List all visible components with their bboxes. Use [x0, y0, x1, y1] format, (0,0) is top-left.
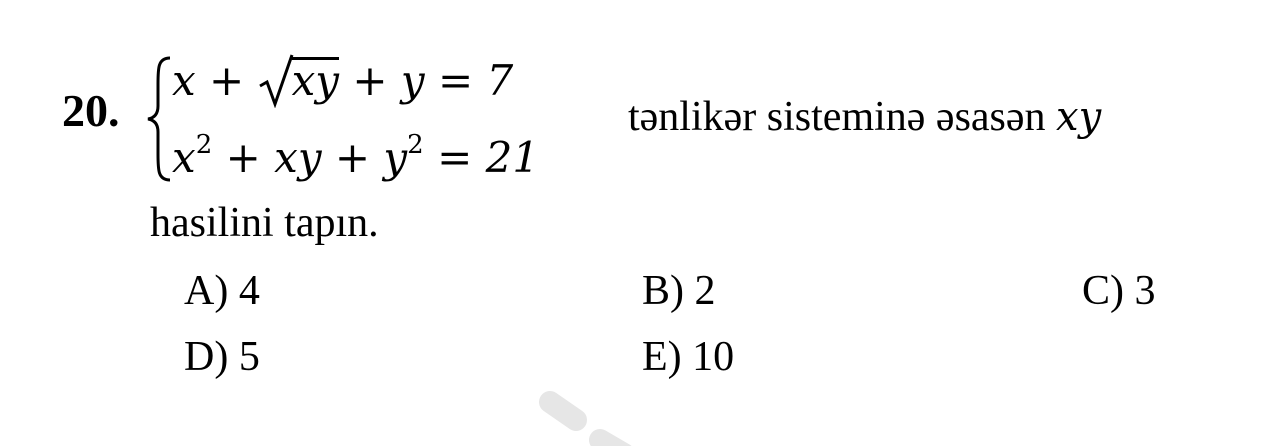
option-a[interactable]: A) 4 — [184, 268, 260, 314]
radical-sign — [258, 52, 294, 108]
equation-1-rhs: + y = 7 — [339, 56, 514, 105]
equation-2-middle: + xy + y — [212, 133, 408, 182]
equation-1 — [172, 56, 514, 105]
equation-2-exponent-2: 2 — [407, 130, 424, 160]
question-number: 20. — [62, 85, 120, 136]
option-d[interactable]: D) 5 — [184, 334, 260, 380]
equation-2-rhs: = 21 — [423, 133, 540, 182]
equation-1-lhs: x + — [172, 56, 258, 105]
square-root — [258, 56, 340, 105]
option-c[interactable]: C) 3 — [1082, 268, 1156, 314]
watermark-shape — [528, 378, 638, 446]
prompt-text: tənlikər sisteminə əsasən — [628, 94, 1057, 140]
equation-2-x: x — [172, 133, 196, 182]
prompt-line-1 — [628, 96, 1101, 138]
prompt-line-2: hasilini tapın. — [150, 200, 379, 246]
prompt-variable: xy — [1056, 94, 1102, 140]
option-e[interactable]: E) 10 — [642, 334, 735, 380]
equation-2-exponent-1: 2 — [195, 130, 213, 160]
radicand: xy — [291, 56, 340, 105]
option-b[interactable]: B) 2 — [642, 268, 716, 314]
equation-2 — [172, 130, 540, 182]
system-brace — [146, 54, 174, 184]
